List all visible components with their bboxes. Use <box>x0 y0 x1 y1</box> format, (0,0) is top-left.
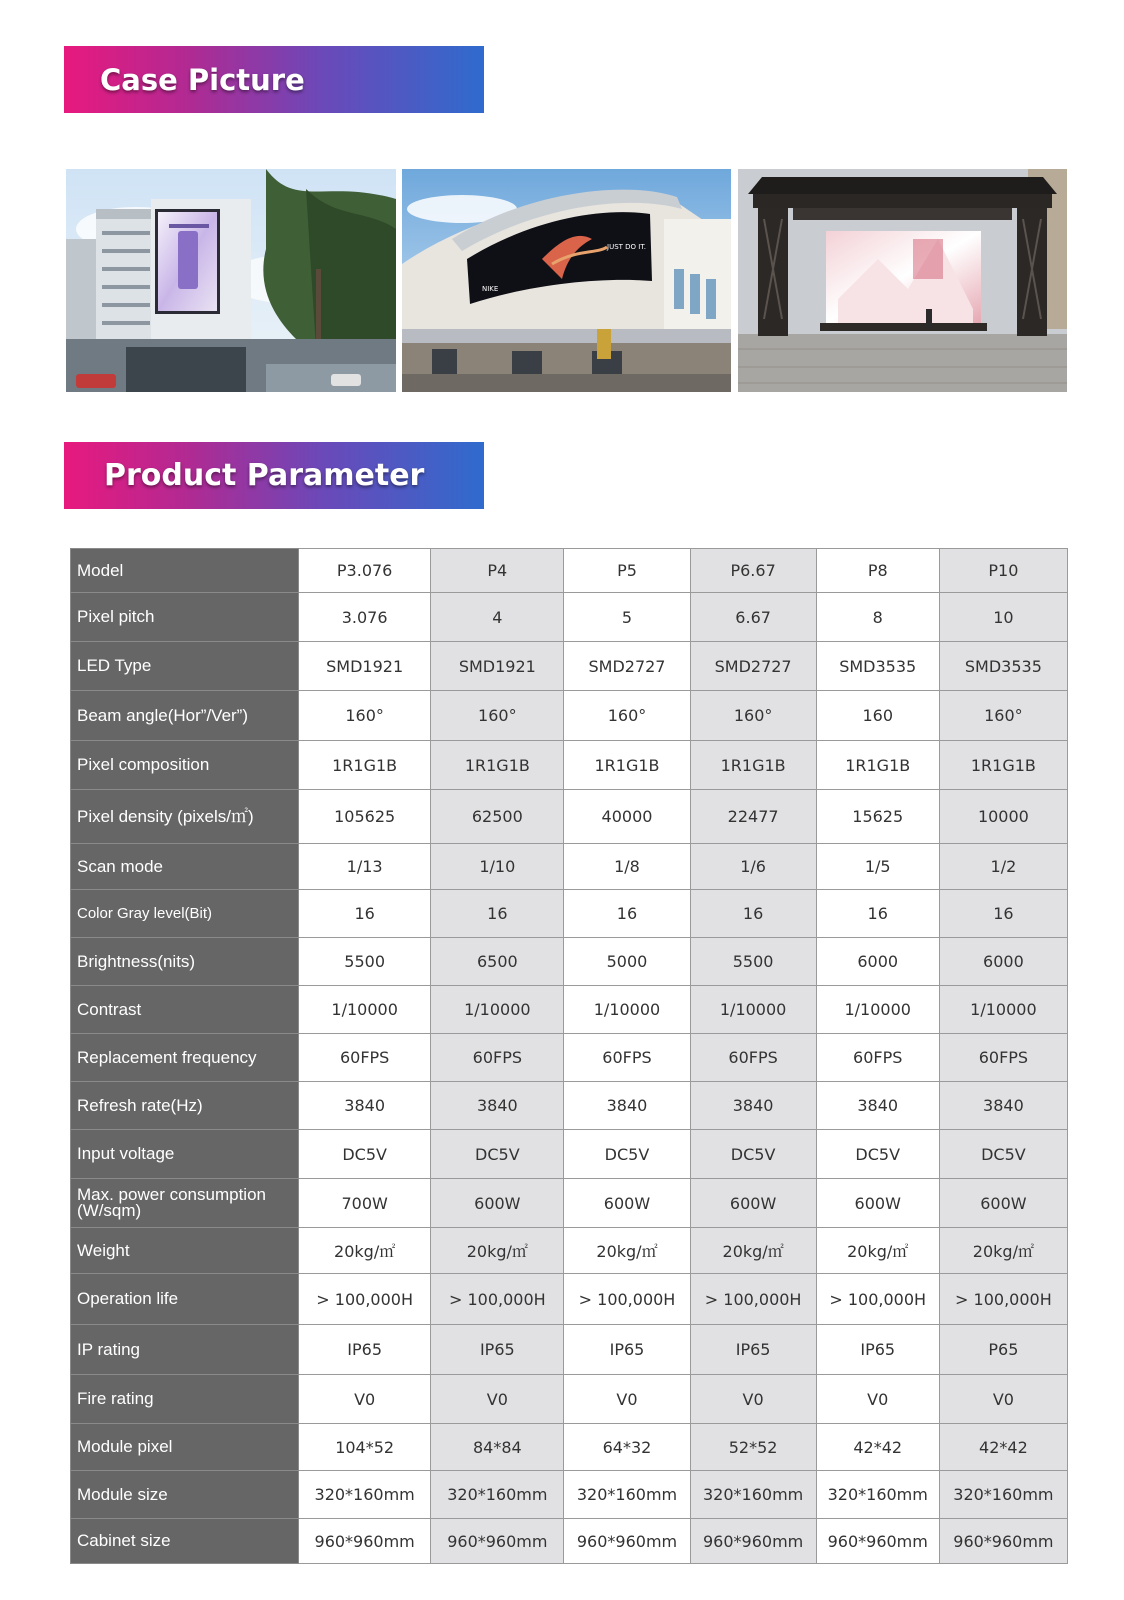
row-label: IP rating <box>71 1325 299 1375</box>
building-billboard-photo <box>66 169 396 392</box>
table-cell: 52*52 <box>690 1424 816 1471</box>
row-label: Scan mode <box>71 844 299 890</box>
table-cell: P4 <box>431 549 564 593</box>
table-cell: > 100,000H <box>564 1274 690 1325</box>
table-cell: 60FPS <box>299 1034 431 1082</box>
table-row <box>71 986 1068 1034</box>
table-cell: 160° <box>690 691 816 741</box>
table-cell: DC5V <box>690 1130 816 1179</box>
table-cell: 1/13 <box>299 844 431 890</box>
table-cell: P6.67 <box>690 549 816 593</box>
table-cell: 6000 <box>816 938 939 986</box>
table-cell: DC5V <box>816 1130 939 1179</box>
table-cell: P10 <box>939 549 1067 593</box>
table-cell: 5500 <box>690 938 816 986</box>
table-row <box>71 1130 1068 1179</box>
table-row <box>71 1325 1068 1375</box>
table-cell: 10 <box>939 593 1067 642</box>
table-cell: SMD3535 <box>939 642 1067 691</box>
table-cell: P65 <box>939 1325 1067 1375</box>
row-label: Cabinet size <box>71 1519 299 1564</box>
table-cell: 1R1G1B <box>431 741 564 790</box>
table-cell: 105625 <box>299 790 431 844</box>
table-cell: 16 <box>564 890 690 938</box>
table-cell: 16 <box>939 890 1067 938</box>
table-cell: DC5V <box>299 1130 431 1179</box>
table-cell: 1/10000 <box>299 986 431 1034</box>
table-cell: 22477 <box>690 790 816 844</box>
table-cell: 960*960mm <box>564 1519 690 1564</box>
table-cell: 700W <box>299 1179 431 1228</box>
table-cell: V0 <box>299 1375 431 1424</box>
row-label: Refresh rate(Hz) <box>71 1082 299 1130</box>
product-parameter-heading <box>64 442 484 509</box>
table-cell: 160° <box>431 691 564 741</box>
row-label: Max. power consumption (W/sqm) <box>71 1179 299 1228</box>
table-cell: SMD3535 <box>816 642 939 691</box>
row-label: Input voltage <box>71 1130 299 1179</box>
table-cell: 320*160mm <box>431 1471 564 1519</box>
table-cell: 62500 <box>431 790 564 844</box>
table-cell: SMD2727 <box>690 642 816 691</box>
row-label: Operation life <box>71 1274 299 1325</box>
table-cell: 6000 <box>939 938 1067 986</box>
table-cell: 960*960mm <box>431 1519 564 1564</box>
table-row <box>71 790 1068 844</box>
table-cell: 3840 <box>564 1082 690 1130</box>
table-cell: IP65 <box>431 1325 564 1375</box>
table-cell: DC5V <box>564 1130 690 1179</box>
table-cell: 16 <box>431 890 564 938</box>
table-cell: 16 <box>299 890 431 938</box>
table-cell: V0 <box>690 1375 816 1424</box>
table-row <box>71 1082 1068 1130</box>
table-row <box>71 691 1068 741</box>
table-cell: 3840 <box>299 1082 431 1130</box>
row-label: Module pixel <box>71 1424 299 1471</box>
table-row <box>71 844 1068 890</box>
mall-curved-screen-photo <box>402 169 731 392</box>
table-cell: 8 <box>816 593 939 642</box>
table-cell: 320*160mm <box>816 1471 939 1519</box>
table-cell: 20kg/㎡ <box>299 1228 431 1274</box>
table-row <box>71 549 1068 593</box>
table-cell: 1/6 <box>690 844 816 890</box>
table-cell: 104*52 <box>299 1424 431 1471</box>
table-cell: 60FPS <box>431 1034 564 1082</box>
table-cell: 960*960mm <box>690 1519 816 1564</box>
table-row <box>71 1274 1068 1325</box>
table-cell: 1R1G1B <box>690 741 816 790</box>
table-row <box>71 1424 1068 1471</box>
table-cell: P8 <box>816 549 939 593</box>
table-cell: 160 <box>816 691 939 741</box>
table-row <box>71 593 1068 642</box>
table-cell: 3840 <box>816 1082 939 1130</box>
table-row <box>71 1519 1068 1564</box>
table-cell: DC5V <box>431 1130 564 1179</box>
table-cell: SMD1921 <box>299 642 431 691</box>
table-cell: 5500 <box>299 938 431 986</box>
table-cell: 1R1G1B <box>939 741 1067 790</box>
table-cell: > 100,000H <box>816 1274 939 1325</box>
case-picture-heading <box>64 46 484 113</box>
table-cell: 1R1G1B <box>564 741 690 790</box>
table-cell: 60FPS <box>816 1034 939 1082</box>
table-cell: 16 <box>690 890 816 938</box>
table-cell: 600W <box>816 1179 939 1228</box>
table-cell: 20kg/㎡ <box>690 1228 816 1274</box>
table-row <box>71 741 1068 790</box>
table-row <box>71 642 1068 691</box>
row-label: Pixel composition <box>71 741 299 790</box>
table-cell: > 100,000H <box>690 1274 816 1325</box>
table-cell: 1/8 <box>564 844 690 890</box>
table-cell: P3.076 <box>299 549 431 593</box>
row-label: Fire rating <box>71 1375 299 1424</box>
row-label: Pixel density (pixels/㎡) <box>71 790 299 844</box>
table-cell: 1/10000 <box>431 986 564 1034</box>
table-cell: V0 <box>564 1375 690 1424</box>
table-cell: 84*84 <box>431 1424 564 1471</box>
table-cell: 1/5 <box>816 844 939 890</box>
row-label: Module size <box>71 1471 299 1519</box>
table-cell: 42*42 <box>816 1424 939 1471</box>
table-cell: 3840 <box>690 1082 816 1130</box>
case-picture-title: Case Picture <box>100 62 305 97</box>
table-cell: > 100,000H <box>939 1274 1067 1325</box>
table-cell: 1/10000 <box>564 986 690 1034</box>
table-cell: IP65 <box>816 1325 939 1375</box>
table-cell: 960*960mm <box>939 1519 1067 1564</box>
row-label: Color Gray level(Bit) <box>71 890 299 938</box>
pavilion-led-screen-photo <box>738 169 1067 392</box>
table-cell: 320*160mm <box>564 1471 690 1519</box>
table-cell: 960*960mm <box>299 1519 431 1564</box>
table-cell: 160° <box>939 691 1067 741</box>
table-cell: 600W <box>939 1179 1067 1228</box>
table-cell: IP65 <box>564 1325 690 1375</box>
table-cell: 1R1G1B <box>299 741 431 790</box>
table-cell: 16 <box>816 890 939 938</box>
table-cell: 10000 <box>939 790 1067 844</box>
table-row <box>71 1179 1068 1228</box>
table-cell: 320*160mm <box>690 1471 816 1519</box>
table-cell: > 100,000H <box>299 1274 431 1325</box>
table-row <box>71 1034 1068 1082</box>
just-do-it-text: JUST DO IT. <box>607 243 646 251</box>
table-cell: 5000 <box>564 938 690 986</box>
table-row <box>71 1228 1068 1274</box>
table-cell: 1/10000 <box>690 986 816 1034</box>
table-cell: 1/10 <box>431 844 564 890</box>
table-cell: 320*160mm <box>939 1471 1067 1519</box>
row-label: Beam angle(Hor”/Ver”) <box>71 691 299 741</box>
table-row <box>71 890 1068 938</box>
table-cell: 3840 <box>939 1082 1067 1130</box>
table-cell: 600W <box>564 1179 690 1228</box>
table-cell: 42*42 <box>939 1424 1067 1471</box>
table-cell: P5 <box>564 549 690 593</box>
table-cell: 4 <box>431 593 564 642</box>
row-label: Brightness(nits) <box>71 938 299 986</box>
table-cell: 6.67 <box>690 593 816 642</box>
case-photo-gallery <box>66 169 1067 392</box>
table-cell: IP65 <box>690 1325 816 1375</box>
table-cell: SMD1921 <box>431 642 564 691</box>
table-cell: 600W <box>690 1179 816 1228</box>
table-cell: 20kg/㎡ <box>564 1228 690 1274</box>
table-cell: 60FPS <box>690 1034 816 1082</box>
table-cell: 6500 <box>431 938 564 986</box>
table-cell: 3840 <box>431 1082 564 1130</box>
product-parameter-table <box>70 548 1068 1564</box>
table-cell: IP65 <box>299 1325 431 1375</box>
table-row <box>71 1471 1068 1519</box>
table-cell: V0 <box>816 1375 939 1424</box>
table-cell: 1/10000 <box>939 986 1067 1034</box>
table-cell: 60FPS <box>564 1034 690 1082</box>
table-cell: 600W <box>431 1179 564 1228</box>
nike-logo-text: NIKE <box>482 285 499 293</box>
table-cell: 960*960mm <box>816 1519 939 1564</box>
table-row <box>71 1375 1068 1424</box>
row-label: Contrast <box>71 986 299 1034</box>
table-cell: 20kg/㎡ <box>816 1228 939 1274</box>
table-cell: 64*32 <box>564 1424 690 1471</box>
table-cell: > 100,000H <box>431 1274 564 1325</box>
table-cell: 3.076 <box>299 593 431 642</box>
row-label: Weight <box>71 1228 299 1274</box>
table-cell: 1R1G1B <box>816 741 939 790</box>
table-cell: 40000 <box>564 790 690 844</box>
table-cell: V0 <box>939 1375 1067 1424</box>
table-cell: 1/2 <box>939 844 1067 890</box>
table-cell: V0 <box>431 1375 564 1424</box>
table-cell: 60FPS <box>939 1034 1067 1082</box>
product-parameter-title: Product Parameter <box>104 458 425 493</box>
table-cell: 15625 <box>816 790 939 844</box>
table-cell: DC5V <box>939 1130 1067 1179</box>
row-label: Model <box>71 549 299 593</box>
row-label: Replacement frequency <box>71 1034 299 1082</box>
row-label: LED Type <box>71 642 299 691</box>
table-cell: 1/10000 <box>816 986 939 1034</box>
row-label: Pixel pitch <box>71 593 299 642</box>
table-cell: 160° <box>299 691 431 741</box>
table-cell: SMD2727 <box>564 642 690 691</box>
table-cell: 320*160mm <box>299 1471 431 1519</box>
table-cell: 20kg/㎡ <box>431 1228 564 1274</box>
table-cell: 5 <box>564 593 690 642</box>
table-cell: 20kg/㎡ <box>939 1228 1067 1274</box>
table-cell: 160° <box>564 691 690 741</box>
table-row <box>71 938 1068 986</box>
